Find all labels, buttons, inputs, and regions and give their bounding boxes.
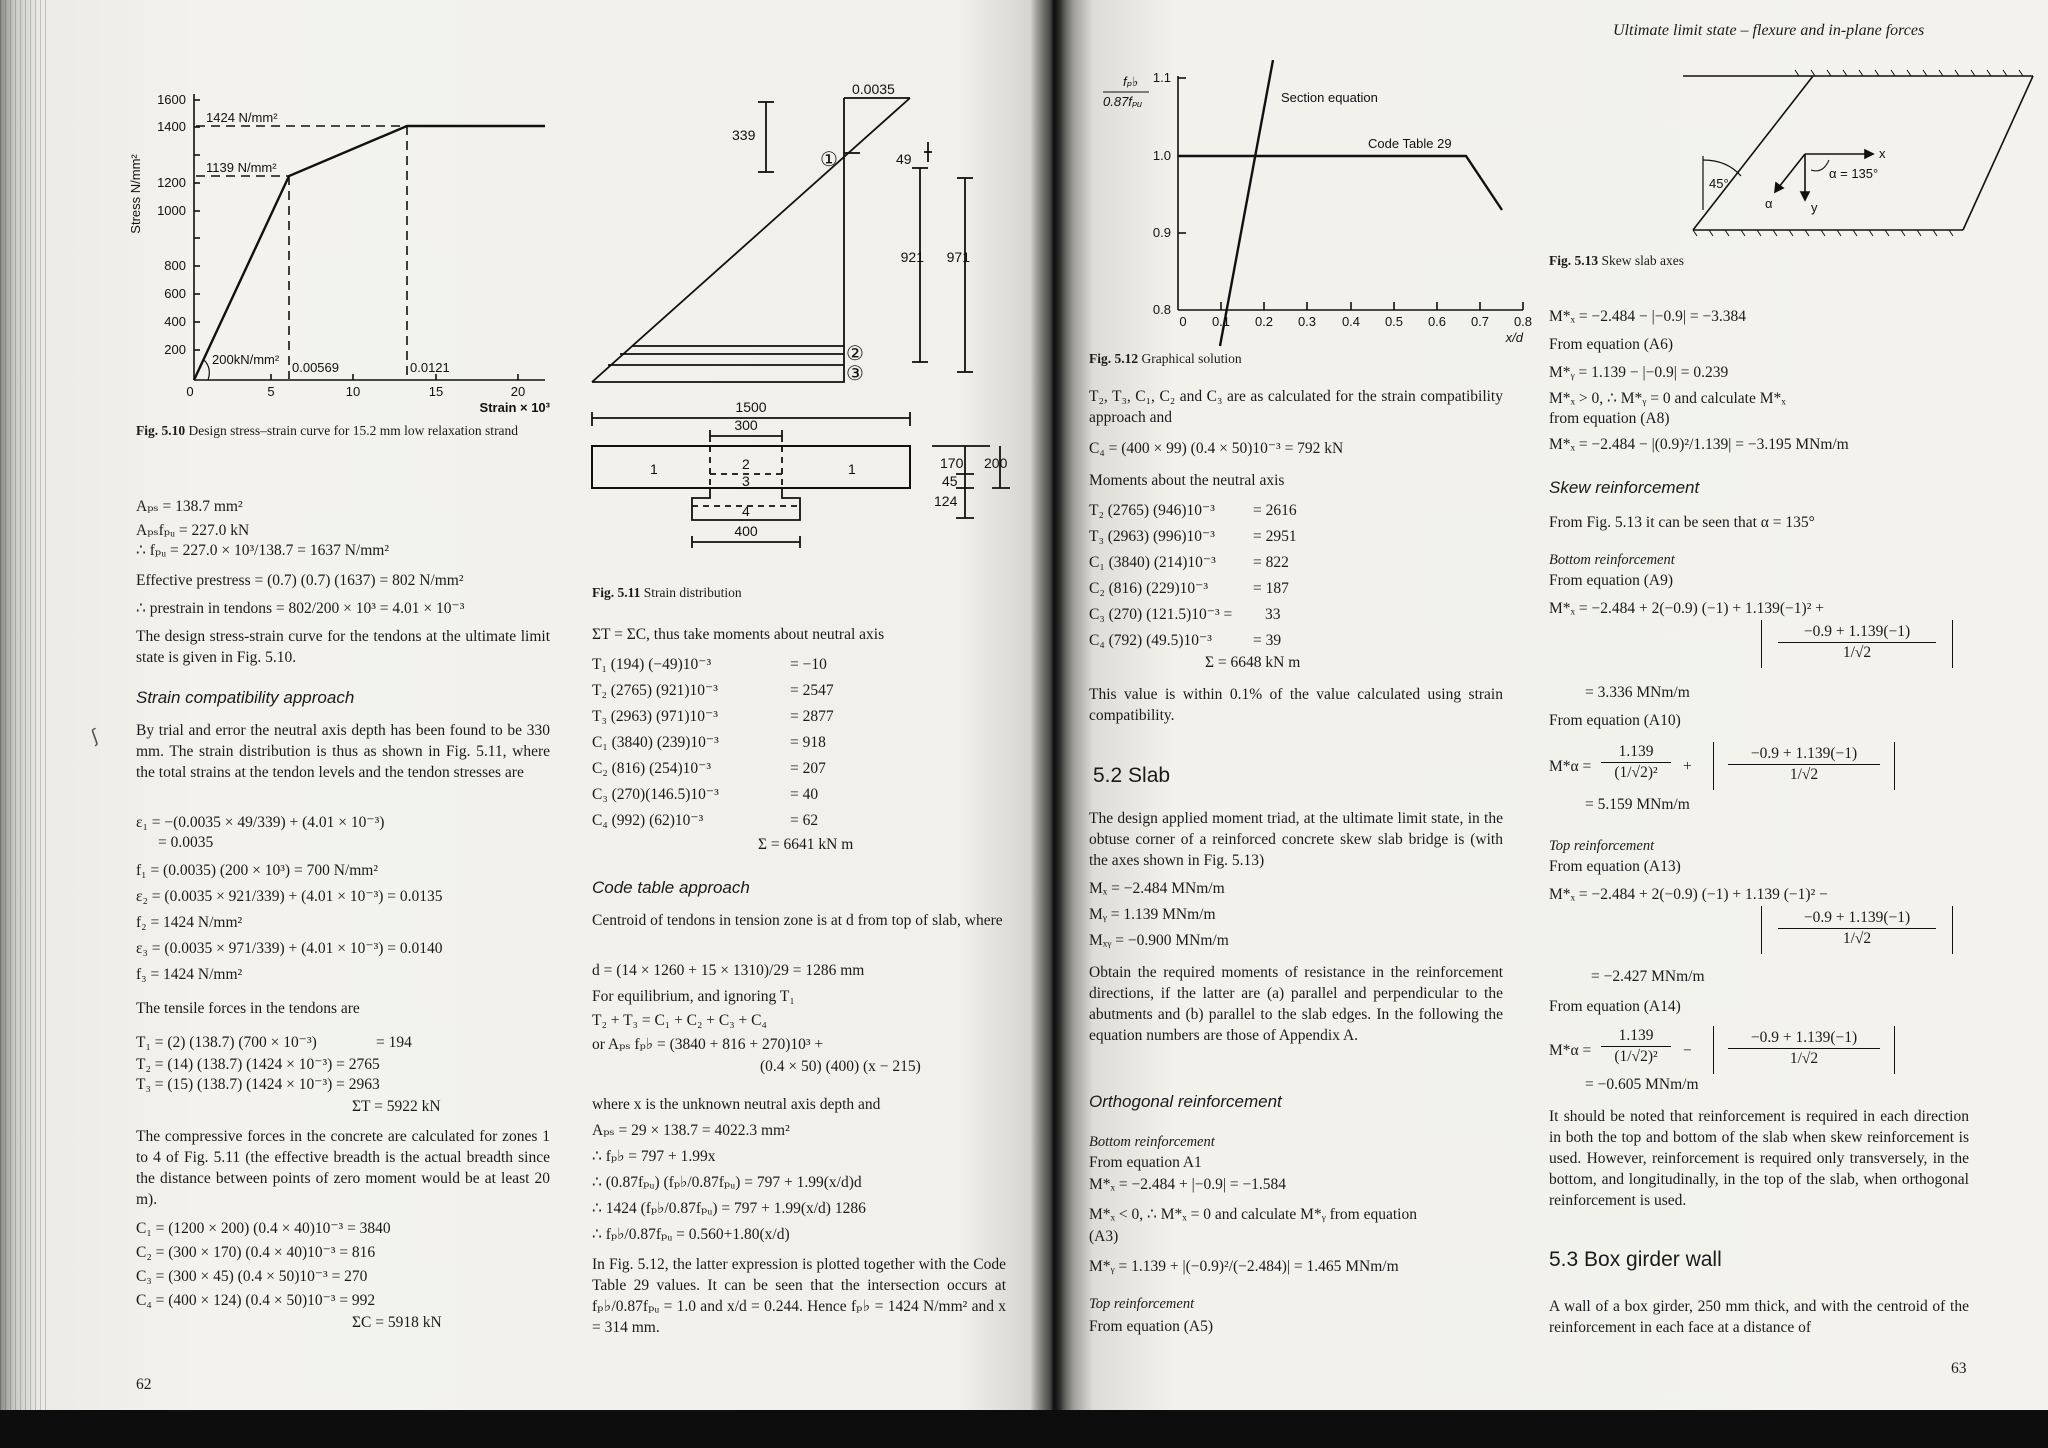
- fraction-numerator: 1.139: [1601, 1026, 1671, 1047]
- label-section-equation: Section equation: [1281, 90, 1378, 105]
- axis-y: y: [1811, 200, 1818, 215]
- y-tick: 1.1: [1152, 70, 1171, 85]
- dim-49: 49: [896, 151, 912, 167]
- effective-prestress: Effective prestress = (0.7) (0.7) (1637) = 802 N/mm²: [136, 572, 464, 589]
- subheading-bottom: Bottom reinforcement: [1089, 1134, 1215, 1150]
- moment-row-value: = 2616: [1253, 502, 1297, 519]
- dim-170: 170: [940, 455, 964, 471]
- moment-row: C₃ (270)(146.5)10⁻³: [592, 786, 719, 803]
- eq-e2: ε₂ = (0.0035 × 921/339) + (4.01 × 10⁻³) = 0.0135: [136, 888, 443, 905]
- paragraph-obtain: Obtain the required moments of resistance in the reinforcement directions, if the latter are (a) parallel and perpendicular to the abutments and (b) parallel to the slab edges. In the following the equation numbers are those of Appendix A.: [1089, 964, 1503, 1044]
- fig-5-10-caption: [136, 422, 556, 439]
- fpu-line: ∴ fₚᵤ = 227.0 × 10³/138.7 = 1637 N/mm²: [136, 542, 389, 559]
- x-axis-label: x/d: [1505, 330, 1523, 345]
- moment-row-value: = 2951: [1253, 528, 1297, 545]
- moment-row-value: = 62: [790, 812, 819, 829]
- fraction-numerator: −0.9 + 1.139(−1): [1728, 1028, 1880, 1049]
- fraction-denominator: 1/√2: [1842, 930, 1872, 947]
- zone-2: 2: [742, 456, 750, 472]
- x-tick: 20: [510, 384, 526, 399]
- annotation-200k: 200kN/mm²: [212, 352, 280, 367]
- eq-mx-a1: M*ₓ = −2.484 + |−0.9| = −1.584: [1089, 1176, 1287, 1193]
- eq-T2: T₂ = (14) (138.7) (1424 × 10⁻³) = 2765: [136, 1056, 380, 1073]
- heading-5-2-slab: 5.2 Slab: [1093, 764, 1171, 787]
- dim-300: 300: [734, 417, 758, 433]
- x-tick: 15: [428, 384, 444, 399]
- fraction-denominator: 1/√2: [1842, 644, 1872, 661]
- eq-e1b: = 0.0035: [158, 834, 214, 851]
- from-a9: From equation (A9): [1549, 572, 1673, 589]
- heading-5-3-box-girder: 5.3 Box girder wall: [1549, 1248, 1722, 1271]
- moment-row-value: = 822: [1253, 554, 1289, 571]
- apsfpu-line: Aₚₛfₚᵤ = 227.0 kN: [136, 522, 250, 539]
- moment-row-value: 33: [1265, 606, 1281, 623]
- eq-a9: M*ₓ = −2.484 + 2(−0.9) (−1) + 1.139(−1)² +: [1549, 600, 1824, 617]
- fig-5-13-caption: [1549, 252, 1969, 269]
- moment-row: T₃ (2963) (996)10⁻³: [1089, 528, 1215, 545]
- y-tick: 200: [164, 342, 186, 357]
- equilibrium-line: For equilibrium, and ignoring T₁: [592, 988, 795, 1005]
- moment-row: C₁ (3840) (214)10⁻³: [1089, 554, 1216, 571]
- angle-45: 45°: [1709, 176, 1729, 191]
- page-edge-stack: [0, 0, 46, 1410]
- dim-45: 45: [942, 473, 958, 489]
- circle-3: ③: [846, 363, 864, 385]
- eq-or: or Aₚₛ fₚ♭ = (3840 + 816 + 270)10³ +: [592, 1036, 824, 1053]
- eq-C2: C₂ = (300 × 170) (0.4 × 40)10⁻³ = 816: [136, 1244, 376, 1261]
- moment-sum: Σ = 6641 kN m: [758, 836, 854, 853]
- x-tick: 0.3: [1297, 314, 1317, 329]
- strain-top-label: 0.0035: [852, 82, 895, 97]
- sum-T: ΣT = 5922 kN: [352, 1098, 441, 1115]
- pen-mark-margin: ʃ: [88, 725, 102, 748]
- eq-ratio-1: ∴ (0.87fₚᵤ) (fₚ♭/0.87fₚᵤ) = 797 + 1.99(x/d)d: [592, 1174, 862, 1191]
- annotation-0121: 0.0121: [410, 360, 450, 375]
- eq-f1: f₁ = (0.0035) (200 × 10³) = 700 N/mm²: [136, 862, 378, 879]
- fig-5-10-chart: [120, 82, 560, 412]
- moment-row-value: = 40: [790, 786, 819, 803]
- eq-mx-less: M*ₓ < 0, ∴ M*ₓ = 0 and calculate M*ᵧ from equation: [1089, 1206, 1417, 1223]
- moment-row: C₄ (792) (49.5)10⁻³: [1089, 632, 1212, 649]
- eq-f2: f₂ = 1424 N/mm²: [136, 914, 243, 931]
- eq-a13: M*ₓ = −2.484 + 2(−0.9) (−1) + 1.139 (−1)² −: [1549, 886, 1828, 903]
- moment-row: C₂ (816) (254)10⁻³: [592, 760, 711, 777]
- fraction-numerator: 1.139: [1601, 742, 1671, 763]
- zone-1-left: 1: [650, 461, 658, 477]
- moments-intro: ΣT = ΣC, thus take moments about neutral axis: [592, 626, 885, 643]
- moment-row-value: = 2547: [790, 682, 834, 699]
- eq-C3: C₃ = (300 × 45) (0.4 × 50)10⁻³ = 270: [136, 1268, 368, 1285]
- x-tick: 10: [345, 384, 361, 399]
- eq-a14-minus: −: [1683, 1042, 1692, 1059]
- where-line: where x is the unknown neutral axis depth and: [592, 1096, 881, 1113]
- dim-124: 124: [934, 493, 958, 509]
- x-tick: 0.1: [1211, 314, 1231, 329]
- fraction-numerator: −0.9 + 1.139(−1): [1728, 744, 1880, 765]
- abs-fraction-a14: [1713, 1026, 1895, 1074]
- eq-ratio-2: ∴ 1424 (fₚ♭/0.87fₚᵤ) = 797 + 1.99(x/d) 1286: [592, 1200, 866, 1217]
- fig-5-11-caption: [592, 584, 1012, 601]
- from-a13: From equation (A13): [1549, 858, 1681, 875]
- dim-400: 400: [734, 523, 758, 539]
- tensile-intro: The tensile forces in the tendons are: [136, 1000, 360, 1017]
- heading-strain-compatibility: Strain compatibility approach: [136, 688, 355, 707]
- y-axis-label-num: fₚ♭: [1123, 74, 1139, 89]
- zone-1-right: 1: [848, 461, 856, 477]
- annotation-00569: 0.00569: [292, 360, 339, 375]
- y-axis-label: Stress N/mm²: [128, 154, 143, 234]
- page-number-left: 62: [136, 1376, 152, 1393]
- from-a1: From equation A1: [1089, 1154, 1202, 1171]
- moment-row: C₄ (992) (62)10⁻³: [592, 812, 704, 829]
- eq-f3: f₃ = 1424 N/mm²: [136, 966, 243, 983]
- paragraph-trial: By trial and error the neutral axis depth has been found to be 330 mm. The strain distribution is thus as shown in Fig. 5.11, where the total strains at the tendon levels and the tendon stresses are: [136, 722, 550, 781]
- zone-4: 4: [742, 503, 750, 519]
- from-fig-5-13: From Fig. 5.13 it can be seen that α = 135°: [1549, 514, 1815, 531]
- heading-orthogonal: Orthogonal reinforcement: [1089, 1092, 1282, 1111]
- from-a10: From equation (A10): [1549, 712, 1681, 729]
- sum-C: ΣC = 5918 kN: [352, 1314, 442, 1331]
- annotation-1139: 1139 N/mm²: [206, 160, 277, 175]
- eq-d: d = (14 × 1260 + 15 × 1310)/29 = 1286 mm: [592, 962, 865, 979]
- y-tick: 1.0: [1152, 148, 1171, 163]
- caption-number: Fig. 5.12: [1089, 351, 1139, 366]
- moments-neutral-axis: Moments about the neutral axis: [1089, 472, 1285, 489]
- paragraph-compressive: The compressive forces in the concrete are calculated for zones 1 to 4 of Fig. 5.11 (the effective breadth is the actual breadth since the distance between points of zero moment would be at least 20 m).: [136, 1128, 550, 1208]
- fraction-denominator: (1/√2)²: [1614, 764, 1658, 781]
- fig-5-11-diagram: [580, 82, 1020, 572]
- x-tick: 5: [267, 384, 275, 399]
- eq-mx: Mₓ = −2.484 MNm/m: [1089, 880, 1225, 897]
- dim-921: 921: [900, 249, 924, 265]
- paragraph-box: A wall of a box girder, 250 mm thick, and with the centroid of the reinforcement in each face at a distance of: [1549, 1298, 1969, 1336]
- caption-text: Strain distribution: [643, 585, 742, 600]
- eq-a10-lhs: M*α =: [1549, 758, 1592, 775]
- eq-my-a3: M*ᵧ = 1.139 + |(−0.9)²/(−2.484)| = 1.465 MNm/m: [1089, 1258, 1399, 1275]
- fraction-denominator: (1/√2)²: [1614, 1048, 1658, 1065]
- heading-code-table: Code table approach: [592, 878, 750, 897]
- subheading-top: Top reinforcement: [1549, 838, 1655, 854]
- fig-5-12-chart: [1083, 60, 1553, 350]
- fig-5-12-caption: [1089, 350, 1509, 367]
- abs-fraction-a10: [1713, 742, 1895, 790]
- y-axis-label-den: 0.87fₚᵤ: [1103, 94, 1143, 109]
- x-axis-label: Strain × 10³: [479, 400, 550, 412]
- moment-row: T₂ (2765) (921)10⁻³: [592, 682, 718, 699]
- paragraph-design: The design stress-strain curve for the tendons at the ultimate limit state is given in Fig. 5.10.: [136, 628, 550, 666]
- x-tick: 0.8: [1513, 314, 1533, 329]
- eq-a13-result: = −2.427 MNm/m: [1591, 968, 1705, 985]
- label-code-table: Code Table 29: [1368, 136, 1452, 151]
- eq-T1: T₁ = (2) (138.7) (700 × 10⁻³): [136, 1034, 317, 1051]
- y-tick: 800: [164, 258, 186, 273]
- eq-mx-a5: M*ₓ = −2.484 − |−0.9| = −3.384: [1549, 308, 1747, 325]
- x-tick: 0: [186, 384, 194, 399]
- y-tick: 0.8: [1152, 302, 1171, 317]
- eq-equilibrium: T₂ + T₃ = C₁ + C₂ + C₃ + C₄: [592, 1012, 767, 1029]
- from-a14: From equation (A14): [1549, 998, 1681, 1015]
- circle-1: ①: [820, 149, 838, 171]
- moment-row: T₂ (2765) (946)10⁻³: [1089, 502, 1215, 519]
- book-spine: [1030, 0, 1074, 1410]
- moment-row: C₃ (270) (121.5)10⁻³ =: [1089, 606, 1233, 623]
- eq-a10-result: = 5.159 MNm/m: [1585, 796, 1690, 813]
- from-a8: from equation (A8): [1549, 410, 1670, 427]
- moment-row: T₃ (2963) (971)10⁻³: [592, 708, 718, 725]
- prestrain-line: ∴ prestrain in tendons = 802/200 × 10³ = 4.01 × 10⁻³: [136, 600, 465, 617]
- moment-row-value: = 187: [1253, 580, 1289, 597]
- eq-a3: (A3): [1089, 1228, 1119, 1245]
- from-a6: From equation (A6): [1549, 336, 1673, 353]
- abs-fraction-a9: [1761, 620, 1953, 668]
- y-tick: 0.9: [1152, 225, 1171, 240]
- eq-mxy: Mₓᵧ = −0.900 MNm/m: [1089, 932, 1229, 949]
- caption-text: Design stress–strain curve for 15.2 mm low relaxation strand: [188, 423, 519, 438]
- eq-C4: C₄ = (400 × 99) (0.4 × 50)10⁻³ = 792 kN: [1089, 440, 1344, 457]
- y-tick: 1600: [157, 92, 186, 107]
- eq-e1a: ε₁ = −(0.0035 × 49/339) + (4.01 × 10⁻³): [136, 814, 385, 831]
- paragraph-centroid: Centroid of tendons in tension zone is at d from top of slab, where: [592, 912, 1003, 929]
- page-number-right: 63: [1951, 1360, 1967, 1377]
- moment-row: C₁ (3840) (239)10⁻³: [592, 734, 719, 751]
- eq-fpb: ∴ fₚ♭ = 797 + 1.99x: [592, 1148, 716, 1165]
- fraction-numerator: −0.9 + 1.139(−1): [1778, 908, 1936, 929]
- eq-a9-result: = 3.336 MNm/m: [1585, 684, 1690, 701]
- axis-alpha: α: [1765, 196, 1773, 211]
- paragraph-within: This value is within 0.1% of the value calculated using strain compatibility.: [1089, 686, 1503, 724]
- y-tick: 1000: [157, 203, 186, 218]
- subheading-top: Top reinforcement: [1089, 1296, 1195, 1312]
- eq-a10-plus: +: [1683, 758, 1692, 775]
- subheading-bottom: Bottom reinforcement: [1549, 552, 1675, 568]
- caption-text: Graphical solution: [1141, 351, 1242, 366]
- eq-C4: C₄ = (400 × 124) (0.4 × 50)10⁻³ = 992: [136, 1292, 376, 1309]
- moment-row-value: = 207: [790, 760, 826, 777]
- moment-row-value: = 918: [790, 734, 826, 751]
- fig-5-13-diagram: [1543, 60, 2043, 250]
- dim-200: 200: [984, 455, 1008, 471]
- zone-3: 3: [742, 473, 750, 489]
- paragraph-noted: It should be noted that reinforcement is required in each direction in both the top and bottom of the slab when skew reinforcement is used. However, reinforcement is required only transversely, in the bottom, and longitudinally, in the top of the slab, when orthogonal reinforcement is used.: [1549, 1108, 1969, 1209]
- eq-my-greater: M*ₓ > 0, ∴ M*ᵧ = 0 and calculate M*ₓ: [1549, 390, 1786, 407]
- x-tick: 0.7: [1470, 314, 1490, 329]
- fraction-denominator: 1/√2: [1789, 766, 1819, 783]
- fraction-denominator: 1/√2: [1789, 1050, 1819, 1067]
- fraction-a10: [1601, 742, 1671, 783]
- moment-row-value: = 39: [1253, 632, 1282, 649]
- eq-a14-result: = −0.605 MNm/m: [1585, 1076, 1699, 1093]
- dim-971: 971: [946, 249, 970, 265]
- scan-bottom-edge: [0, 1410, 2048, 1448]
- caption-number: Fig. 5.13: [1549, 253, 1599, 268]
- y-tick: 600: [164, 286, 186, 301]
- x-tick: 0.5: [1384, 314, 1404, 329]
- moment-row: T₁ (194) (−49)10⁻³: [592, 656, 712, 673]
- right-page: [1053, 0, 2048, 1410]
- running-head: Ultimate limit state – flexure and in-plane forces: [1613, 22, 1925, 39]
- caption-number: Fig. 5.11: [592, 585, 641, 600]
- eq-my: Mᵧ = 1.139 MNm/m: [1089, 906, 1216, 923]
- caption-text: Skew slab axes: [1601, 253, 1684, 268]
- eq-T1-value: = 194: [376, 1034, 412, 1051]
- eq-mx-a8: M*ₓ = −2.484 − |(0.9)²/1.139| = −3.195 MNm/m: [1549, 436, 1849, 453]
- y-tick: 400: [164, 314, 186, 329]
- y-tick: 1400: [157, 119, 186, 134]
- eq-a14-lhs: M*α =: [1549, 1042, 1592, 1059]
- fraction-numerator: −0.9 + 1.139(−1): [1778, 622, 1936, 643]
- paragraph-final: In Fig. 5.12, the latter expression is plotted together with the Code Table 29 values. It can be seen that the intersection occurs at fₚ♭/0.87fₚᵤ = 1.0 and x/d = 0.244. Hence fₚ♭ = 1424 N/mm² and x = 314 mm.: [592, 1256, 1006, 1336]
- dim-339: 339: [732, 127, 756, 143]
- eq-my-a6: M*ᵧ = 1.139 − |−0.9| = 0.239: [1549, 364, 1729, 381]
- eq-aps: Aₚₛ = 29 × 138.7 = 4022.3 mm²: [592, 1122, 790, 1139]
- fraction-a14: [1601, 1026, 1671, 1067]
- from-a5: From equation (A5): [1089, 1318, 1213, 1335]
- aps-line: Aₚₛ = 138.7 mm²: [136, 498, 243, 515]
- moment-row-value: = 2877: [790, 708, 834, 725]
- x-tick: 0.6: [1427, 314, 1447, 329]
- x-tick: 0.4: [1341, 314, 1361, 329]
- moment-row: C₂ (816) (229)10⁻³: [1089, 580, 1208, 597]
- paragraph-slab: The design applied moment triad, at the ultimate limit state, in the obtuse corner of a reinforced concrete skew slab bridge is (with the axes shown in Fig. 5.13): [1089, 810, 1503, 869]
- moment-row-value: = −10: [790, 656, 827, 673]
- eq-T3: T₃ = (15) (138.7) (1424 × 10⁻³) = 2963: [136, 1076, 380, 1093]
- heading-skew: Skew reinforcement: [1549, 478, 1700, 497]
- caption-number: Fig. 5.10: [136, 423, 186, 438]
- dim-1500: 1500: [735, 399, 767, 415]
- eq-e3: ε₃ = (0.0035 × 971/339) + (4.01 × 10⁻³) = 0.0140: [136, 940, 443, 957]
- axis-x: x: [1879, 146, 1886, 161]
- x-tick: 0: [1179, 314, 1187, 329]
- circle-2: ②: [846, 343, 864, 365]
- alpha-135: α = 135°: [1829, 166, 1879, 181]
- x-tick: 0.2: [1254, 314, 1274, 329]
- eq-C1: C₁ = (1200 × 200) (0.4 × 40)10⁻³ = 3840: [136, 1220, 391, 1237]
- moment-sum: Σ = 6648 kN m: [1205, 654, 1301, 671]
- paragraph-intro: T₂, T₃, C₁, C₂ and C₃ are as calculated for the strain compatibility approach and: [1089, 388, 1503, 426]
- eq-ratio-3: ∴ fₚ♭/0.87fₚᵤ = 0.560+1.80(x/d): [592, 1226, 790, 1243]
- abs-fraction-a13: [1761, 906, 1953, 954]
- eq-or-continued: (0.4 × 50) (400) (x − 215): [760, 1058, 921, 1075]
- y-tick: 1200: [157, 175, 186, 190]
- annotation-1424: 1424 N/mm²: [206, 110, 278, 125]
